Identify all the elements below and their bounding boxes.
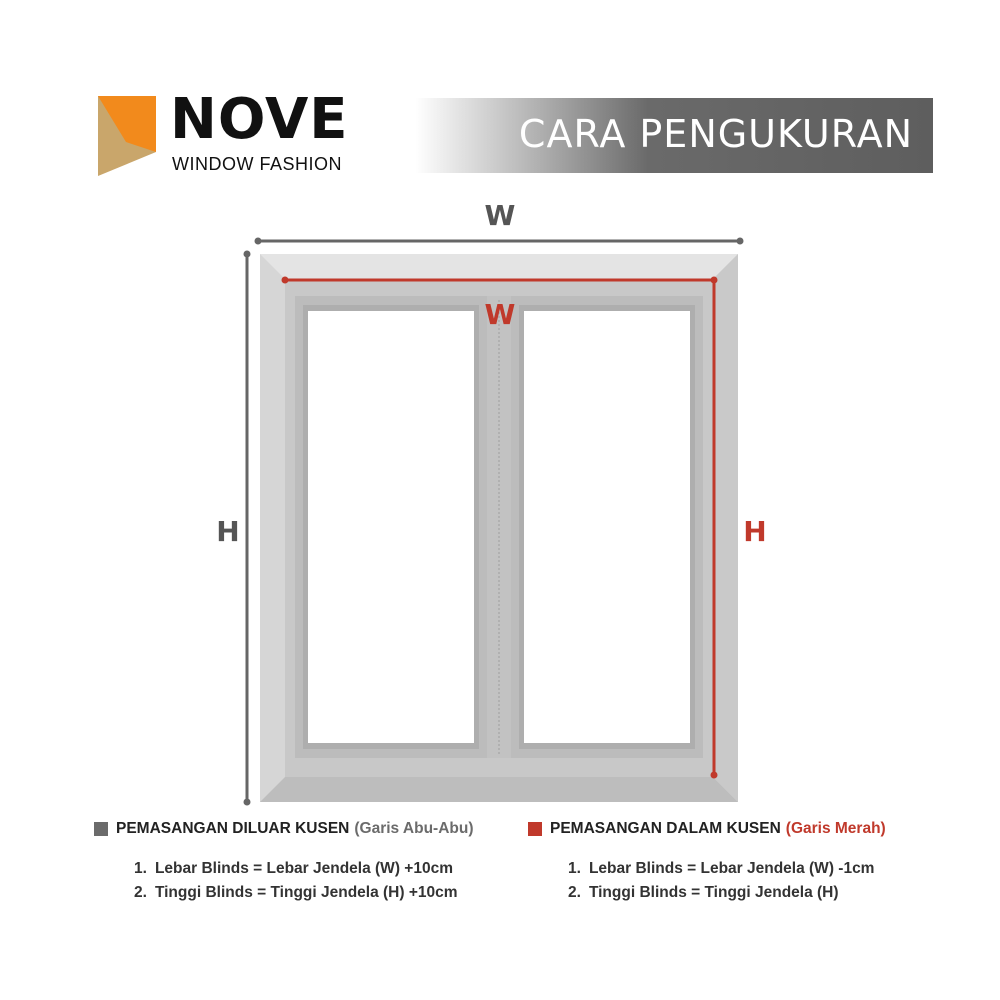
red-swatch-icon bbox=[528, 822, 542, 836]
rule-text: Lebar Blinds = Lebar Jendela (W) -1cm bbox=[588, 860, 875, 877]
outer-height-label: H bbox=[216, 515, 240, 548]
inner-width-label: W bbox=[484, 298, 516, 331]
legend-outside-subtitle: (Garis Abu-Abu) bbox=[354, 820, 474, 837]
list-item bbox=[568, 884, 886, 902]
left-glass-pane bbox=[308, 311, 474, 743]
list-item bbox=[568, 860, 886, 878]
rule-number: 2. bbox=[568, 884, 581, 901]
rule-text: Tinggi Blinds = Tinggi Jendela (H) bbox=[588, 884, 839, 901]
rule-number: 2. bbox=[134, 884, 147, 901]
rule-number: 1. bbox=[568, 860, 581, 877]
legend-inside-header bbox=[528, 820, 886, 838]
rule-text: Lebar Blinds = Lebar Jendela (W) +10cm bbox=[154, 860, 453, 877]
brand-tagline: WINDOW FASHION bbox=[172, 154, 342, 174]
page-title: CARA PENGUKURAN bbox=[518, 112, 913, 156]
legend-outside-rules bbox=[134, 860, 474, 902]
window-frame bbox=[260, 254, 738, 802]
rule-number: 1. bbox=[134, 860, 147, 877]
outer-width-dimension bbox=[255, 238, 744, 245]
outer-width-label: W bbox=[484, 199, 516, 232]
brand-name: NOVE bbox=[170, 87, 349, 152]
legend-inside-title: PEMASANGAN DALAM KUSEN bbox=[550, 820, 781, 837]
legend-inside bbox=[528, 820, 886, 908]
gray-swatch-icon bbox=[94, 822, 108, 836]
legend-outside-header bbox=[94, 820, 474, 838]
legend-inside-subtitle: (Garis Merah) bbox=[785, 820, 886, 837]
list-item bbox=[134, 860, 474, 878]
legend-outside-title: PEMASANGAN DILUAR KUSEN bbox=[116, 820, 350, 837]
inner-height-label: H bbox=[743, 515, 767, 548]
right-glass-pane bbox=[524, 311, 690, 743]
legend-inside-rules bbox=[568, 860, 886, 902]
list-item bbox=[134, 884, 474, 902]
outer-height-dimension bbox=[244, 251, 251, 806]
legend-outside bbox=[94, 820, 474, 908]
rule-text: Tinggi Blinds = Tinggi Jendela (H) +10cm bbox=[154, 884, 458, 901]
